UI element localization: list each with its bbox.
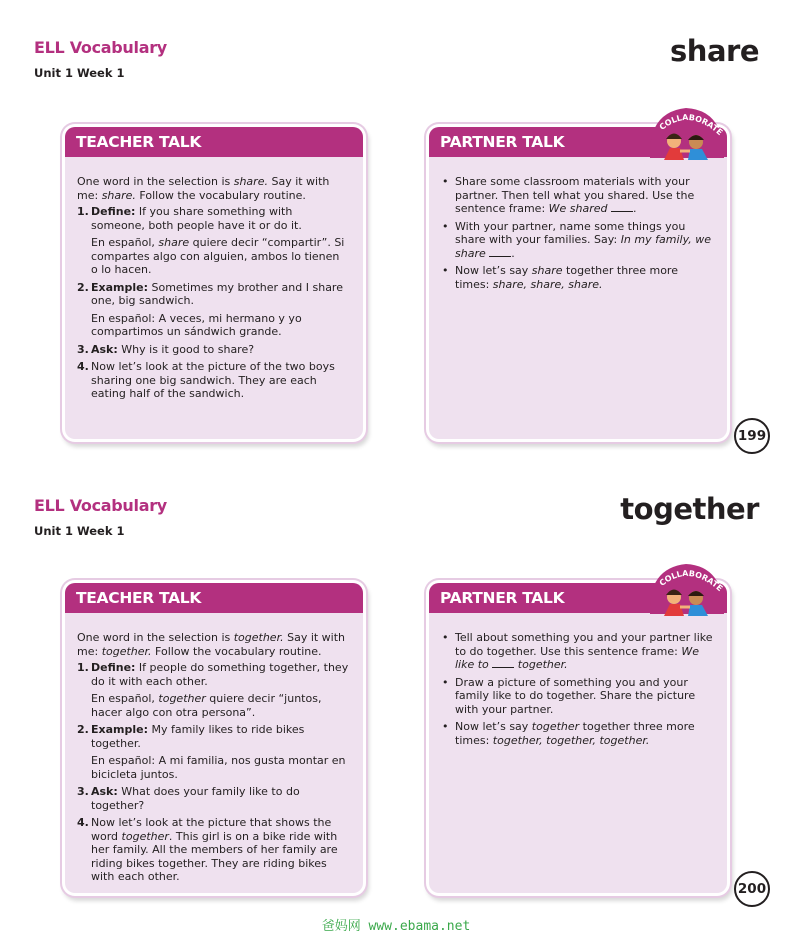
partner-bullets: [441, 175, 713, 291]
example-spanish: En español: A veces, mi hermano y yo compartimos un sándwich grande.: [91, 311, 302, 338]
vocab-word: share: [670, 34, 759, 68]
step-picture: 4. Now let’s look at the picture of the two boys sharing one big sandwich. They are each eating half of the sandwich.: [77, 360, 335, 400]
partner-talk-title: PARTNER TALK: [429, 127, 727, 157]
vocab-section-together: [0, 458, 792, 910]
svg-text:COLLABORATE: COLLABORATE: [657, 568, 725, 594]
partner-talk-card: [429, 127, 727, 439]
define-spanish: En español, share quiere decir “compartir”. Si compartes algo con alguien, ambos lo tienen o lo hacen.: [91, 236, 345, 276]
watermark: 爸妈网 www.ebama.net: [321, 919, 471, 934]
example-spanish: En español: A mi familia, nos gusta montar en bicicleta juntos.: [91, 754, 346, 781]
partner-talk-title: PARTNER TALK: [429, 583, 727, 613]
routine-steps: [77, 205, 349, 401]
teacher-talk-title: TEACHER TALK: [65, 127, 363, 157]
teacher-intro: One word in the selection is share. Say it with me: share. Follow the vocabulary routine.: [77, 175, 330, 202]
list-item: • Draw a picture of something you and your family like to do together. Share the picture with your partner.: [441, 676, 713, 717]
ell-vocabulary-title: ELL Vocabulary: [34, 496, 167, 515]
unit-label: Unit 1 Week 1: [34, 524, 125, 538]
collaborate-badge-icon: [644, 104, 728, 160]
unit-label: Unit 1 Week 1: [34, 66, 125, 80]
teacher-talk-card: [65, 583, 363, 893]
page-number: 199: [734, 418, 770, 454]
vocab-word: together: [620, 492, 759, 526]
list-item: • Now let’s say share together three more times: share, share, share.: [441, 264, 713, 291]
list-item: • Now let’s say together together three more times: together, together, together.: [441, 720, 713, 747]
step-define: 1. Define: If people do something together, they do it with each other. En español, together quiere decir “juntos, hacer algo con otra persona”.: [77, 661, 349, 719]
teacher-intro: One word in the selection is together. Say it with me: together. Follow the vocabulary routine.: [77, 631, 346, 658]
step-example: 2. Example: Sometimes my brother and I share one, big sandwich. En español: A veces, mi hermano y yo compartimos un sándwich grande.: [77, 281, 349, 339]
vocab-section-share: [0, 0, 792, 460]
define-spanish: En español, together quiere decir “juntos, hacer algo con otra persona”.: [91, 692, 322, 719]
list-item: • Tell about something you and your partner like to do together. Use this sentence frame: We like to together.: [441, 631, 713, 672]
routine-steps: [77, 661, 349, 884]
partner-talk-card: [429, 583, 727, 893]
step-ask: 3. Ask: What does your family like to do together?: [77, 785, 300, 812]
partner-bullets: [441, 631, 713, 747]
svg-text:COLLABORATE: COLLABORATE: [657, 112, 725, 138]
collaborate-badge-icon: [644, 560, 728, 616]
page-number: 200: [734, 871, 770, 907]
ell-vocabulary-title: ELL Vocabulary: [34, 38, 167, 57]
list-item: • With your partner, name some things you share with your families. Say: In my family, we share .: [441, 220, 713, 261]
list-item: • Share some classroom materials with your partner. Then tell what you shared. Use the sentence frame: We shared .: [441, 175, 713, 216]
step-define: 1. Define: If you share something with someone, both people have it or do it. En español, share quiere decir “compartir”. Si compartes algo con alguien, ambos lo tienen o lo hacen.: [77, 205, 349, 277]
step-picture: 4. Now let’s look at the picture that shows the word together. This girl is on a bike ride with her family. All the members of her family are riding bikes together. They are riding bikes with each other.: [77, 816, 338, 883]
step-example: 2. Example: My family likes to ride bikes together. En español: A mi familia, nos gusta montar en bicicleta juntos.: [77, 723, 349, 781]
step-ask: 3. Ask: Why is it good to share?: [77, 342, 255, 356]
teacher-talk-title: TEACHER TALK: [65, 583, 363, 613]
teacher-talk-card: [65, 127, 363, 439]
